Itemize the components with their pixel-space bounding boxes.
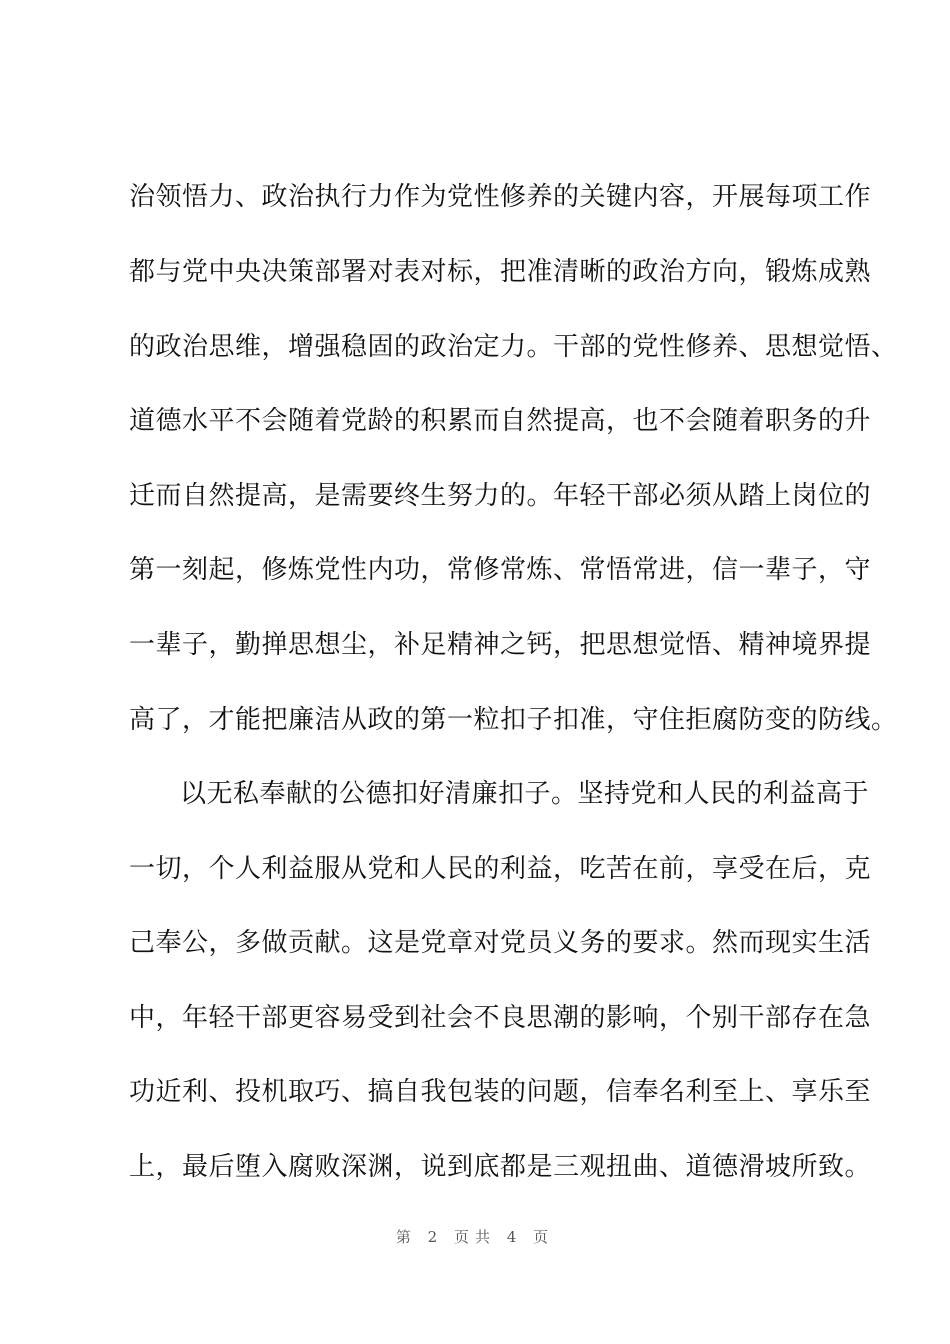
text-line: 上，最后堕入腐败深渊，说到底都是三观扭曲、道德滑坡所致。: [129, 1152, 872, 1182]
text-line: 的政治思维，增强稳固的政治定力。干部的党性修养、思想觉悟、: [129, 332, 898, 362]
text-line: 功近利、投机取巧、搞自我包装的问题，信奉名利至上、享乐至: [129, 1077, 872, 1107]
paragraph-first-line: 以无私奉献的公德扣好清廉扣子。坚持党和人民的利益高于: [180, 779, 870, 809]
page-number: 第 2 页共 4 页: [395, 1228, 555, 1246]
text-line: 中，年轻干部更容易受到社会不良思潮的影响，个别干部存在急: [129, 1003, 872, 1033]
text-line: 迁而自然提高，是需要终生努力的。年轻干部必须从踏上岗位的: [129, 481, 872, 511]
text-line: 治领悟力、政治执行力作为党性修养的关键内容，开展每项工作: [129, 182, 872, 212]
text-line: 都与党中央决策部署对表对标，把准清晰的政治方向，锻炼成熟: [129, 257, 872, 287]
text-line: 道德水平不会随着党龄的积累而自然提高，也不会随着职务的升: [129, 406, 872, 436]
text-line: 第一刻起，修炼党性内功，常修常炼、常悟常进，信一辈子，守: [129, 555, 872, 585]
text-line: 高了，才能把廉洁从政的第一粒扣子扣准，守住拒腐防变的防线。: [129, 705, 898, 735]
text-line: 一辈子，勤掸思想尘，补足精神之钙，把思想觉悟、精神境界提: [129, 630, 872, 660]
text-line: 己奉公，多做贡献。这是党章对党员义务的要求。然而现实生活: [129, 928, 872, 958]
text-line: 一切，个人利益服从党和人民的利益，吃苦在前，享受在后，克: [129, 854, 872, 884]
